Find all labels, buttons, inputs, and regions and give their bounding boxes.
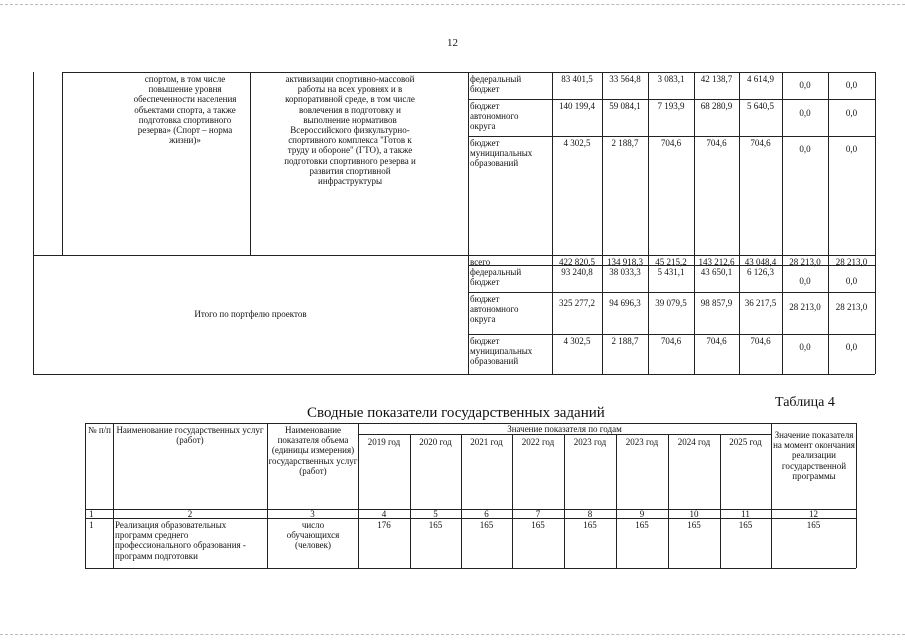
value-cell: 5 431,1 (657, 267, 685, 277)
row-value: 165 (687, 520, 701, 530)
value-cell: 0,0 (799, 144, 811, 154)
goal-text: спортом, в том числе повышение уровня обеспеченности населения объектами спорта, а также подготовка спортивного резерва» (Спорт – норма жизни)» (133, 74, 237, 146)
header-year: 2023 год (573, 437, 607, 447)
value-cell: 704,6 (750, 336, 771, 346)
value-cell: 0,0 (845, 108, 858, 118)
row-value: 165 (635, 520, 649, 530)
value-cell: 43 048,4 (744, 257, 777, 267)
header-year: 2019 год (367, 437, 401, 447)
value-cell: 422 820,5 (559, 257, 595, 267)
col-number: 6 (484, 509, 489, 519)
scan-edge-top (0, 4, 905, 5)
value-cell: 0,0 (799, 276, 811, 286)
value-cell: 45 215,2 (655, 257, 687, 267)
row-value: 176 (377, 520, 391, 530)
col-number: 7 (535, 509, 541, 519)
value-cell: 4 302,5 (563, 336, 591, 346)
col-number: 4 (381, 509, 387, 519)
total-source-federal: федеральный бюджет (470, 267, 522, 288)
row-value: 165 (531, 520, 545, 530)
col-number: 2 (187, 509, 193, 519)
table-caption: Таблица 4 (775, 395, 835, 410)
value-cell: 134 918,3 (607, 257, 643, 267)
value-cell: 4 614,9 (747, 74, 774, 84)
value-cell: 0,0 (845, 342, 858, 352)
activity-text: активизации спортивно-массовой работы на всех уровнях и в корпоративной среде, в том числе вовлечения в подготовку и выполнение нормативов Всероссийского физкультурно-спортивного комплекса "Готов к труду и обороне" (ГТО), а также подготовки спортивного резерва и развития спортивной инфраструктуры (284, 74, 416, 187)
row-value: 165 (583, 520, 597, 530)
value-cell: 0,0 (845, 80, 858, 90)
value-cell: 38 033,3 (609, 267, 641, 277)
header-num: № п/п (88, 425, 111, 435)
value-cell: 704,6 (706, 138, 727, 148)
value-cell: 43 650,1 (700, 267, 733, 277)
value-cell: 94 696,3 (609, 298, 641, 308)
value-cell: 28 213,0 (835, 257, 868, 267)
value-cell: 704,6 (750, 138, 771, 148)
value-cell: 0,0 (845, 276, 858, 286)
value-cell: 68 280,9 (700, 101, 733, 111)
value-cell: 33 564,8 (609, 74, 641, 84)
value-cell: 98 857,9 (700, 298, 733, 308)
header-service: Наименование государственных услуг (работ) (116, 425, 264, 446)
row-value: 165 (806, 520, 821, 530)
value-cell: 0,0 (799, 108, 811, 118)
value-cell: 42 138,7 (700, 74, 733, 84)
total-source-regional: бюджет автономного округа (470, 294, 519, 325)
col-number: 11 (741, 509, 750, 519)
scan-edge-bottom (0, 634, 905, 635)
header-year: 2024 год (677, 437, 711, 447)
value-cell: 28 213,0 (789, 302, 821, 312)
value-cell: 83 401,5 (561, 74, 593, 84)
value-cell: 5 640,5 (747, 101, 774, 111)
col-number: 3 (310, 509, 315, 519)
row-value: 165 (738, 520, 753, 530)
value-cell: 0,0 (799, 342, 811, 352)
row-value: 165 (479, 520, 494, 530)
value-cell: 28 213,0 (835, 302, 868, 312)
col-number: 9 (639, 509, 645, 519)
total-source-municipal: бюджет муниципальных образований (470, 336, 533, 367)
header-years-group: Значение показателя по годам (507, 424, 622, 434)
col-number: 8 (587, 509, 593, 519)
value-cell: 3 083,1 (657, 74, 685, 84)
header-year: 2022 год (521, 437, 555, 447)
budget-source-regional: бюджет автономного округа (470, 101, 519, 132)
value-cell: 2 188,7 (611, 336, 639, 346)
value-cell: 704,6 (706, 336, 727, 346)
header-year: 2020 год (419, 437, 452, 447)
row-indicator: число обучающихся (человек) (286, 520, 340, 551)
value-cell: 140 199,4 (559, 101, 595, 111)
value-cell: 28 213,0 (789, 257, 821, 267)
total-source-all: всего (470, 257, 491, 267)
value-cell: 6 126,3 (747, 267, 774, 277)
col-number: 10 (689, 509, 699, 519)
value-cell: 325 277,2 (559, 298, 595, 308)
header-year: 2025 год (729, 437, 762, 447)
value-cell: 0,0 (845, 144, 858, 154)
header-year: 2021 год (470, 437, 503, 447)
value-cell: 2 188,7 (611, 138, 639, 148)
header-final: Значение показателя на момент окончания реализации государственной программы (773, 430, 855, 481)
value-cell: 4 302,5 (563, 138, 591, 148)
col-number: 12 (809, 509, 818, 519)
col-number: 5 (433, 509, 438, 519)
page-number: 12 (447, 37, 458, 49)
header-year: 2023 год (625, 437, 659, 447)
value-cell: 0,0 (799, 80, 811, 90)
row-num: 1 (89, 520, 94, 530)
row-service: Реализация образовательных программ среднего профессионального образования - программ подготовки (115, 520, 246, 561)
value-cell: 143 212,6 (698, 257, 735, 267)
table-title: Сводные показатели государственных заданий (307, 405, 605, 421)
value-cell: 93 240,8 (561, 267, 593, 277)
budget-source-municipal: бюджет муниципальных образований (470, 138, 533, 169)
value-cell: 36 217,5 (744, 298, 777, 308)
value-cell: 7 193,9 (657, 101, 685, 111)
portfolio-total-label: Итого по портфелю проектов (194, 309, 307, 319)
budget-source-federal: федеральный бюджет (470, 74, 522, 95)
value-cell: 59 084,1 (609, 101, 641, 111)
value-cell: 704,6 (660, 138, 682, 148)
row-value: 165 (428, 520, 443, 530)
value-cell: 39 079,5 (655, 298, 687, 308)
col-number: 1 (89, 509, 94, 519)
header-indicator: Наименование показателя объема (единицы измерения) государственных услуг (работ) (268, 425, 358, 476)
value-cell: 704,6 (660, 336, 682, 346)
